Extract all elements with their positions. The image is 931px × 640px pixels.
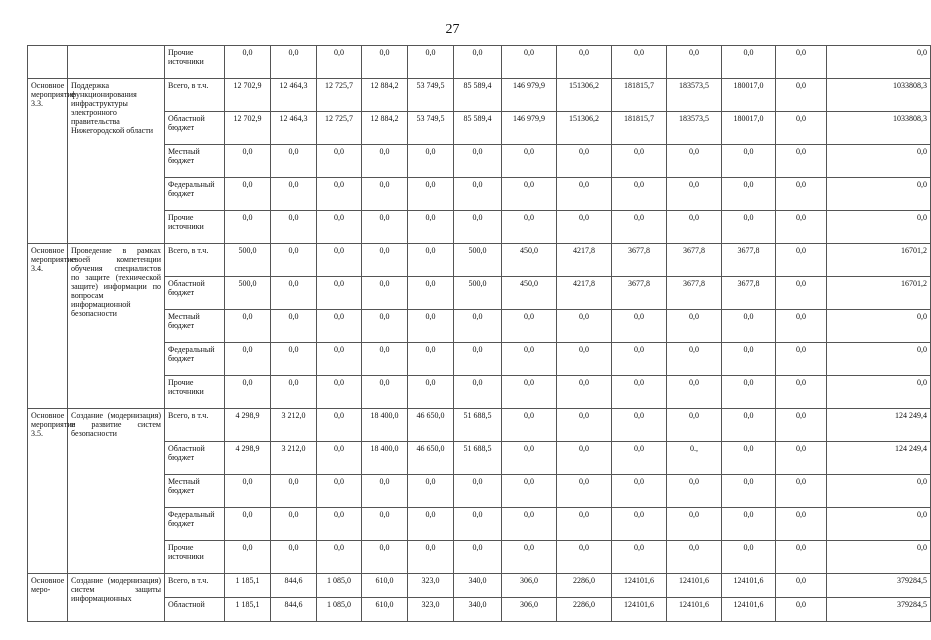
value-cell: 0,0	[722, 376, 776, 409]
value-cell: 0,0	[776, 574, 827, 598]
value-cell: 0,0	[362, 508, 408, 541]
value-cell: 0,0	[317, 343, 362, 376]
value-cell: 0,0	[408, 541, 454, 574]
value-cell: 0,0	[502, 376, 557, 409]
value-cell: 0,0	[362, 244, 408, 277]
total-cell: 379284,5	[827, 598, 931, 622]
value-cell: 0,0	[408, 343, 454, 376]
value-cell: 0,0	[776, 244, 827, 277]
value-cell: 0,0	[612, 475, 667, 508]
value-cell: 0,0	[722, 508, 776, 541]
value-cell: 0,0	[408, 145, 454, 178]
value-cell: 12 702,9	[225, 112, 271, 145]
value-cell: 0,0	[454, 376, 502, 409]
value-cell: 0,0	[557, 508, 612, 541]
value-cell: 0,0	[667, 409, 722, 442]
total-cell: 16701,2	[827, 244, 931, 277]
total-cell: 1033808,3	[827, 79, 931, 112]
value-cell: 0,0	[502, 508, 557, 541]
value-cell: 306,0	[502, 598, 557, 622]
value-cell: 0,0	[776, 112, 827, 145]
value-cell: 0,0	[454, 178, 502, 211]
value-cell: 0,0	[722, 442, 776, 475]
value-cell: 85 589,4	[454, 112, 502, 145]
value-cell: 0,0	[317, 541, 362, 574]
value-cell: 0,0	[667, 310, 722, 343]
value-cell: 0,0	[612, 442, 667, 475]
funding-source-cell: Федеральный бюджет	[165, 508, 225, 541]
value-cell: 0,0	[557, 541, 612, 574]
value-cell: 0,0	[722, 145, 776, 178]
value-cell: 0,0	[776, 376, 827, 409]
value-cell: 0,0	[362, 343, 408, 376]
value-cell: 0,0	[408, 178, 454, 211]
value-cell: 3677,8	[612, 277, 667, 310]
value-cell: 0,0	[776, 475, 827, 508]
value-cell: 3 212,0	[271, 409, 317, 442]
value-cell: 2286,0	[557, 574, 612, 598]
value-cell: 323,0	[408, 574, 454, 598]
value-cell: 0,0	[408, 277, 454, 310]
value-cell: 610,0	[362, 598, 408, 622]
value-cell: 0,0	[612, 508, 667, 541]
value-cell: 180017,0	[722, 112, 776, 145]
total-cell: 16701,2	[827, 277, 931, 310]
value-cell: 46 650,0	[408, 409, 454, 442]
value-cell: 3677,8	[722, 244, 776, 277]
value-cell: 0,0	[362, 475, 408, 508]
value-cell: 0,0	[502, 310, 557, 343]
value-cell: 0,0	[225, 310, 271, 343]
value-cell: 0,0	[722, 343, 776, 376]
description-cell: Поддержка функционирования инфраструктуры электронного правительства Нижегородской области	[68, 79, 165, 244]
value-cell: 12 464,3	[271, 112, 317, 145]
value-cell: 181815,7	[612, 112, 667, 145]
value-cell: 3677,8	[612, 244, 667, 277]
total-cell: 0,0	[827, 310, 931, 343]
value-cell: 0,0	[722, 475, 776, 508]
value-cell: 0,0	[557, 409, 612, 442]
value-cell: 0,0	[271, 343, 317, 376]
value-cell: 85 589,4	[454, 79, 502, 112]
value-cell: 0,0	[502, 178, 557, 211]
total-cell: 124 249,4	[827, 409, 931, 442]
value-cell: 306,0	[502, 574, 557, 598]
value-cell: 0,0	[317, 178, 362, 211]
table-row	[28, 574, 931, 598]
value-cell: 124101,6	[612, 574, 667, 598]
value-cell: 124101,6	[612, 598, 667, 622]
value-cell: 0,0	[776, 409, 827, 442]
value-cell: 2286,0	[557, 598, 612, 622]
value-cell: 0,0	[776, 541, 827, 574]
value-cell: 1 185,1	[225, 598, 271, 622]
value-cell: 183573,5	[667, 112, 722, 145]
table-body	[28, 46, 931, 622]
funding-source-cell: Областной бюджет	[165, 277, 225, 310]
value-cell: 124101,6	[667, 598, 722, 622]
value-cell: 500,0	[225, 277, 271, 310]
value-cell: 0,0	[408, 244, 454, 277]
measure-cell: Основное мероприятие 3.4.	[28, 244, 68, 409]
value-cell: 0,0	[502, 211, 557, 244]
value-cell: 0,0	[408, 376, 454, 409]
table-row	[28, 79, 931, 112]
value-cell: 0,0	[557, 442, 612, 475]
value-cell: 12 464,3	[271, 79, 317, 112]
value-cell: 0,0	[225, 508, 271, 541]
value-cell: 844,6	[271, 574, 317, 598]
value-cell: 0,0	[612, 211, 667, 244]
value-cell: 0,0	[454, 475, 502, 508]
value-cell: 0,0	[502, 145, 557, 178]
value-cell: 0,0	[557, 46, 612, 79]
funding-source-cell: Областной бюджет	[165, 442, 225, 475]
value-cell: 0,0	[454, 508, 502, 541]
value-cell: 0,0	[667, 475, 722, 508]
value-cell: 46 650,0	[408, 442, 454, 475]
value-cell: 0,0	[271, 211, 317, 244]
value-cell: 340,0	[454, 574, 502, 598]
value-cell: 0,0	[271, 310, 317, 343]
value-cell: 53 749,5	[408, 112, 454, 145]
value-cell: 0,0	[667, 541, 722, 574]
funding-source-cell: Всего, в т.ч.	[165, 244, 225, 277]
value-cell: 0,0	[317, 376, 362, 409]
value-cell: 0,0	[776, 178, 827, 211]
table-row	[28, 244, 931, 277]
value-cell: 180017,0	[722, 79, 776, 112]
value-cell: 51 688,5	[454, 409, 502, 442]
value-cell: 0,0	[362, 178, 408, 211]
value-cell: 450,0	[502, 277, 557, 310]
value-cell: 0,0	[317, 277, 362, 310]
value-cell: 0,0	[557, 343, 612, 376]
value-cell: 0,0	[776, 46, 827, 79]
value-cell: 3677,8	[667, 244, 722, 277]
total-cell: 0,0	[827, 178, 931, 211]
value-cell: 0,0	[776, 145, 827, 178]
value-cell: 0.,	[667, 442, 722, 475]
value-cell: 0,0	[225, 211, 271, 244]
value-cell: 0,0	[271, 145, 317, 178]
value-cell: 0,0	[225, 475, 271, 508]
funding-source-cell: Местный бюджет	[165, 145, 225, 178]
value-cell: 0,0	[225, 541, 271, 574]
value-cell: 0,0	[667, 376, 722, 409]
value-cell: 3677,8	[667, 277, 722, 310]
value-cell: 146 979,9	[502, 79, 557, 112]
value-cell: 0,0	[362, 310, 408, 343]
value-cell: 0,0	[557, 178, 612, 211]
value-cell: 0,0	[317, 442, 362, 475]
value-cell: 183573,5	[667, 79, 722, 112]
total-cell: 1033808,3	[827, 112, 931, 145]
value-cell: 0,0	[667, 343, 722, 376]
value-cell: 124101,6	[667, 574, 722, 598]
value-cell: 0,0	[722, 211, 776, 244]
value-cell: 3 212,0	[271, 442, 317, 475]
value-cell: 0,0	[612, 46, 667, 79]
value-cell: 12 884,2	[362, 79, 408, 112]
value-cell: 0,0	[722, 46, 776, 79]
value-cell: 0,0	[408, 508, 454, 541]
value-cell: 0,0	[317, 211, 362, 244]
value-cell: 0,0	[362, 376, 408, 409]
funding-source-cell: Местный бюджет	[165, 475, 225, 508]
value-cell: 0,0	[502, 475, 557, 508]
funding-source-cell: Федеральный бюджет	[165, 178, 225, 211]
measure-cell: Основное мероприятие 3.3.	[28, 79, 68, 244]
funding-source-cell: Всего, в т.ч.	[165, 409, 225, 442]
value-cell: 0,0	[776, 598, 827, 622]
value-cell: 0,0	[612, 145, 667, 178]
value-cell: 18 400,0	[362, 442, 408, 475]
value-cell: 12 725,7	[317, 112, 362, 145]
value-cell: 0,0	[362, 277, 408, 310]
value-cell: 51 688,5	[454, 442, 502, 475]
value-cell: 0,0	[667, 46, 722, 79]
value-cell: 844,6	[271, 598, 317, 622]
value-cell: 4217,8	[557, 244, 612, 277]
value-cell: 12 725,7	[317, 79, 362, 112]
value-cell: 500,0	[454, 277, 502, 310]
total-cell: 379284,5	[827, 574, 931, 598]
value-cell: 0,0	[454, 211, 502, 244]
table-row	[28, 409, 931, 442]
total-cell: 0,0	[827, 343, 931, 376]
value-cell: 0,0	[454, 310, 502, 343]
value-cell: 0,0	[557, 310, 612, 343]
value-cell: 0,0	[776, 79, 827, 112]
value-cell: 0,0	[722, 541, 776, 574]
value-cell: 450,0	[502, 244, 557, 277]
value-cell: 0,0	[776, 442, 827, 475]
value-cell: 0,0	[225, 376, 271, 409]
funding-source-cell: Всего, в т.ч.	[165, 79, 225, 112]
value-cell: 0,0	[271, 277, 317, 310]
value-cell: 0,0	[612, 310, 667, 343]
total-cell: 0,0	[827, 145, 931, 178]
value-cell: 500,0	[454, 244, 502, 277]
description-cell: Проведение в рамках своей компетенции обучения специалистов по защите (технической защите) информации по вопросам информационной безопасности	[68, 244, 165, 409]
value-cell: 0,0	[271, 178, 317, 211]
funding-source-cell: Прочие источники	[165, 46, 225, 79]
value-cell: 340,0	[454, 598, 502, 622]
value-cell: 0,0	[271, 475, 317, 508]
value-cell: 0,0	[612, 178, 667, 211]
value-cell: 0,0	[667, 508, 722, 541]
value-cell: 0,0	[612, 343, 667, 376]
value-cell: 1 185,1	[225, 574, 271, 598]
value-cell: 0,0	[667, 145, 722, 178]
budget-table	[27, 45, 931, 622]
value-cell: 0,0	[776, 310, 827, 343]
description-cell: Создание (модернизация) и развитие систем безопасности	[68, 409, 165, 574]
value-cell: 0,0	[225, 145, 271, 178]
measure-cell: Основное меро-	[28, 574, 68, 622]
value-cell: 0,0	[776, 277, 827, 310]
value-cell: 0,0	[557, 211, 612, 244]
value-cell: 53 749,5	[408, 79, 454, 112]
value-cell: 1 085,0	[317, 598, 362, 622]
value-cell: 0,0	[271, 508, 317, 541]
value-cell: 0,0	[612, 376, 667, 409]
value-cell: 0,0	[317, 310, 362, 343]
value-cell: 0,0	[722, 310, 776, 343]
value-cell: 0,0	[362, 541, 408, 574]
value-cell: 610,0	[362, 574, 408, 598]
value-cell: 0,0	[502, 541, 557, 574]
value-cell: 0,0	[612, 409, 667, 442]
value-cell: 0,0	[225, 178, 271, 211]
value-cell: 500,0	[225, 244, 271, 277]
value-cell: 0,0	[776, 343, 827, 376]
value-cell: 0,0	[454, 541, 502, 574]
value-cell: 0,0	[317, 46, 362, 79]
funding-source-cell: Местный бюджет	[165, 310, 225, 343]
value-cell: 4 298,9	[225, 409, 271, 442]
page-number: 27	[445, 22, 460, 37]
measure-cell: Основное мероприятие 3.5.	[28, 409, 68, 574]
table-row	[28, 46, 931, 79]
value-cell: 0,0	[362, 145, 408, 178]
value-cell: 0,0	[502, 343, 557, 376]
value-cell: 146 979,9	[502, 112, 557, 145]
value-cell: 0,0	[408, 211, 454, 244]
value-cell: 0,0	[317, 475, 362, 508]
value-cell: 0,0	[362, 211, 408, 244]
value-cell: 0,0	[722, 409, 776, 442]
total-cell: 0,0	[827, 376, 931, 409]
value-cell: 0,0	[317, 508, 362, 541]
value-cell: 0,0	[612, 541, 667, 574]
value-cell: 124101,6	[722, 574, 776, 598]
value-cell: 0,0	[408, 475, 454, 508]
value-cell: 0,0	[454, 343, 502, 376]
value-cell: 0,0	[557, 145, 612, 178]
value-cell: 0,0	[362, 46, 408, 79]
value-cell: 0,0	[667, 178, 722, 211]
value-cell: 0,0	[408, 310, 454, 343]
value-cell: 0,0	[557, 376, 612, 409]
value-cell: 0,0	[454, 46, 502, 79]
value-cell: 3677,8	[722, 277, 776, 310]
value-cell: 0,0	[557, 475, 612, 508]
value-cell: 12 884,2	[362, 112, 408, 145]
value-cell: 0,0	[667, 211, 722, 244]
total-cell: 0,0	[827, 46, 931, 79]
value-cell: 0,0	[271, 376, 317, 409]
total-cell: 0,0	[827, 475, 931, 508]
value-cell: 0,0	[271, 244, 317, 277]
funding-source-cell: Областной	[165, 598, 225, 622]
value-cell: 0,0	[454, 145, 502, 178]
description-cell	[68, 46, 165, 79]
funding-source-cell: Федеральный бюджет	[165, 343, 225, 376]
funding-source-cell: Прочие источники	[165, 211, 225, 244]
total-cell: 0,0	[827, 211, 931, 244]
value-cell: 181815,7	[612, 79, 667, 112]
description-cell: Создание (модернизация) систем защиты информационных	[68, 574, 165, 622]
value-cell: 124101,6	[722, 598, 776, 622]
value-cell: 0,0	[722, 178, 776, 211]
value-cell: 151306,2	[557, 79, 612, 112]
measure-cell	[28, 46, 68, 79]
value-cell: 0,0	[502, 442, 557, 475]
value-cell: 0,0	[776, 211, 827, 244]
value-cell: 0,0	[271, 541, 317, 574]
value-cell: 0,0	[502, 46, 557, 79]
value-cell: 12 702,9	[225, 79, 271, 112]
value-cell: 0,0	[408, 46, 454, 79]
value-cell: 4217,8	[557, 277, 612, 310]
value-cell: 0,0	[271, 46, 317, 79]
funding-source-cell: Прочие источники	[165, 376, 225, 409]
value-cell: 0,0	[317, 145, 362, 178]
value-cell: 151306,2	[557, 112, 612, 145]
value-cell: 0,0	[225, 46, 271, 79]
total-cell: 124 249,4	[827, 442, 931, 475]
value-cell: 323,0	[408, 598, 454, 622]
value-cell: 0,0	[317, 409, 362, 442]
funding-source-cell: Областной бюджет	[165, 112, 225, 145]
value-cell: 0,0	[317, 244, 362, 277]
funding-source-cell: Прочие источники	[165, 541, 225, 574]
value-cell: 0,0	[502, 409, 557, 442]
value-cell: 0,0	[225, 343, 271, 376]
value-cell: 0,0	[776, 508, 827, 541]
total-cell: 0,0	[827, 541, 931, 574]
value-cell: 18 400,0	[362, 409, 408, 442]
funding-source-cell: Всего, в т.ч.	[165, 574, 225, 598]
value-cell: 1 085,0	[317, 574, 362, 598]
total-cell: 0,0	[827, 508, 931, 541]
value-cell: 4 298,9	[225, 442, 271, 475]
